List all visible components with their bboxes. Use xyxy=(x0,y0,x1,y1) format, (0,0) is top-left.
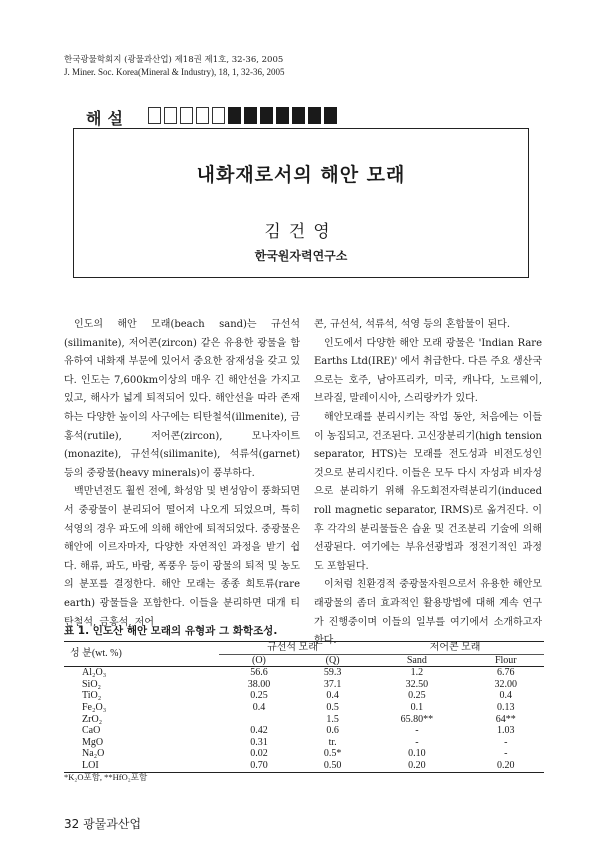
value-cell: 59.3 xyxy=(323,667,342,679)
oxide-cell: LOI xyxy=(64,760,219,772)
right-column xyxy=(314,316,542,651)
body-paragraph: 백만년전도 훨씬 전에, 화성암 및 변성암이 풍화되면서 중광물이 분리되어 떨어져 나오게 되었으며, 특히 석영의 경우 파도에 의해 해안에 퇴적되었다. 중광물은 해안에 이르자마자, 다양한 자연적인 과정을 받기 쉽다. 해류, 파도, 바람, 폭풍우 등이 광물의 퇴적 및 농도의 분포를 결정한다. 해안 모래는 종종 희토류(rare earth) 광물들을 포함한다. 이들을 분리하면 대개 티탄철석, 금홍석, 저어 xyxy=(64,486,300,628)
table-row xyxy=(64,737,544,749)
table-row xyxy=(64,690,544,702)
table-row xyxy=(64,667,544,679)
value-cell: 1.03 xyxy=(497,725,515,737)
decorative-box xyxy=(276,107,289,124)
value-cell: 0.31 xyxy=(250,736,268,748)
value-cell: 0.1 xyxy=(410,701,424,713)
value-cell: 0.42 xyxy=(250,725,268,737)
value-cell: 0.25 xyxy=(250,690,268,702)
value-cell: 0.20 xyxy=(468,760,544,772)
value-cell: - xyxy=(504,736,508,748)
decorative-box xyxy=(180,107,193,124)
body-paragraph: 해안모래를 분리시키는 작업 동안, 처음에는 이들이 농집되고, 건조된다. 고신장분리기(high tension separator, HTS)는 모래를 전도성과 비전도성인 것으로 분리시킨다. 이들은 모두 다시 자성과 비자성으로 분리하기 위해 유도회전자력분리기(induced roll magnetic separator, IRMS)로 옮겨진다. 이후 각각의 분리물들은 습윤 및 건조분리 기술에 의해 선광된다. 여기에는 부유선광법과 정전기적인 과정도 포함된다. xyxy=(314,411,542,572)
oxide-cell: Fe₂O₃ xyxy=(82,701,107,713)
oxide-cell: MgO xyxy=(82,736,104,748)
value-cell: 32.50 xyxy=(405,678,429,690)
body-paragraph: 인도에서 다양한 해안 모래 광물은 'Indian Rare Earths Ltd(IRE)' 에서 취급한다. 다른 주요 생산국으로는 호주, 남아프리카, 미국, 캐나다, 노르웨이, 브라질, 말레이시아, 스리랑카가 있다. xyxy=(314,337,542,405)
body-paragraph: 인도의 해안 모래(beach sand)는 규선석(silimanite), 저어콘(zircon) 같은 유용한 광물을 함유하여 내화재 부문에 있어서 중요한 잠재성을 갖고 있다. 인도는 7,600km이상의 매우 긴 해안선을 가지고 있고, 해사가 넓게 퇴적되어 있다. 해안선을 따라 존재하는 다양한 높이의 사구에는 티탄철석(illmenite), 금홍석(rutile), 저어콘(zircon), 모나자이트(monazite), 규선석(silimanite), 석류석(garnet) 등의 중광물(heavy minerals)이 풍부하다. xyxy=(64,319,300,479)
decorative-boxes xyxy=(148,107,337,124)
page-footer: 32 광물과산업 xyxy=(64,817,142,831)
table-row xyxy=(64,702,544,714)
author-name: 김건영 xyxy=(264,222,338,242)
decorative-box xyxy=(260,107,273,124)
value-cell: tr. xyxy=(328,736,337,748)
value-cell: 0.6 xyxy=(326,725,339,737)
value-cell: 0.5* xyxy=(323,748,342,760)
decorative-box xyxy=(324,107,337,124)
value-cell: 1.5 xyxy=(326,713,339,725)
value-cell: - xyxy=(504,748,508,760)
value-cell: 0.5 xyxy=(326,701,339,713)
article-title: 내화재로서의 해안 모래 xyxy=(196,164,406,186)
oxide-cell: ZrO₂ xyxy=(82,713,103,725)
value-cell: 32.00 xyxy=(494,678,518,690)
table-row xyxy=(64,679,544,691)
value-cell: 0.50 xyxy=(299,760,366,772)
subheader: Sand xyxy=(366,654,467,667)
oxide-cell: Na₂O xyxy=(82,748,105,760)
decorative-box xyxy=(244,107,257,124)
value-cell: 0.20 xyxy=(366,760,467,772)
title-box xyxy=(73,128,529,278)
value-cell: 0.4 xyxy=(252,701,266,713)
value-cell: 0.13 xyxy=(497,701,515,713)
decorative-box xyxy=(308,107,321,124)
body-paragraph: 이처럼 친환경적 중광물자원으로서 유용한 해안모래광물의 좀더 효과적인 활용방법에 대해 계속 연구가 진행중이며 이들의 일부를 여기에서 소개하고자 한다. xyxy=(314,579,542,647)
table-caption: 표 1. 인도산 해안 모래의 유형과 그 화학조성. xyxy=(64,625,278,637)
group-header-zircon: 저어콘 모래 xyxy=(366,642,544,655)
subheader: Flour xyxy=(468,654,544,667)
value-cell: - xyxy=(415,725,419,737)
value-cell: 65.80** xyxy=(400,713,434,725)
table-row xyxy=(64,714,544,726)
value-cell: 1.2 xyxy=(410,667,424,679)
value-cell: 37.1 xyxy=(323,678,342,690)
composition-table xyxy=(64,641,544,773)
value-cell: 0.10 xyxy=(408,748,426,760)
oxide-cell: CaO xyxy=(82,725,101,737)
value-cell: 64** xyxy=(495,713,516,725)
value-cell: 0.02 xyxy=(250,748,268,760)
table-row xyxy=(64,748,544,760)
oxide-cell: SiO₂ xyxy=(82,678,102,690)
decorative-box xyxy=(164,107,177,124)
value-cell: 0.4 xyxy=(326,690,339,702)
body-paragraph: 콘, 규선석, 석류석, 석영 등의 혼합물이 된다. xyxy=(314,319,511,330)
oxide-cell: Al₂O₃ xyxy=(82,667,107,679)
section-label: 해설 xyxy=(86,109,129,128)
decorative-box xyxy=(292,107,305,124)
journal-header-english: J. Miner. Soc. Korea(Mineral & Industry), 18, 1, 32-36, 2005 xyxy=(64,67,285,77)
left-column xyxy=(64,316,300,632)
group-header-sillimanite: 규선석 모래 xyxy=(219,642,366,655)
value-cell: 6.76 xyxy=(497,667,515,679)
decorative-box xyxy=(228,107,241,124)
row-header: 성 분(wt. %) xyxy=(64,642,219,667)
value-cell xyxy=(219,714,299,726)
table-footnote: *K₂O포함, **HfO₂포함 xyxy=(64,772,148,782)
value-cell: 0.70 xyxy=(219,760,299,772)
journal-header xyxy=(64,54,544,78)
oxide-cell: TiO₂ xyxy=(82,690,102,702)
journal-header-korean: 한국광물학회지 (광물과산업) 제18권 제1호, 32-36, 2005 xyxy=(64,55,284,65)
value-cell: 0.25 xyxy=(408,690,426,702)
table-row xyxy=(64,725,544,737)
subheader: (Q) xyxy=(299,654,366,667)
decorative-box xyxy=(212,107,225,124)
subheader: (O) xyxy=(219,654,299,667)
decorative-box xyxy=(148,107,161,124)
value-cell: 56.6 xyxy=(250,667,268,679)
decorative-box xyxy=(196,107,209,124)
value-cell: 0.4 xyxy=(499,690,513,702)
value-cell: - xyxy=(415,736,419,748)
value-cell: 38.00 xyxy=(247,678,271,690)
author-affiliation: 한국원자력연구소 xyxy=(254,249,348,263)
